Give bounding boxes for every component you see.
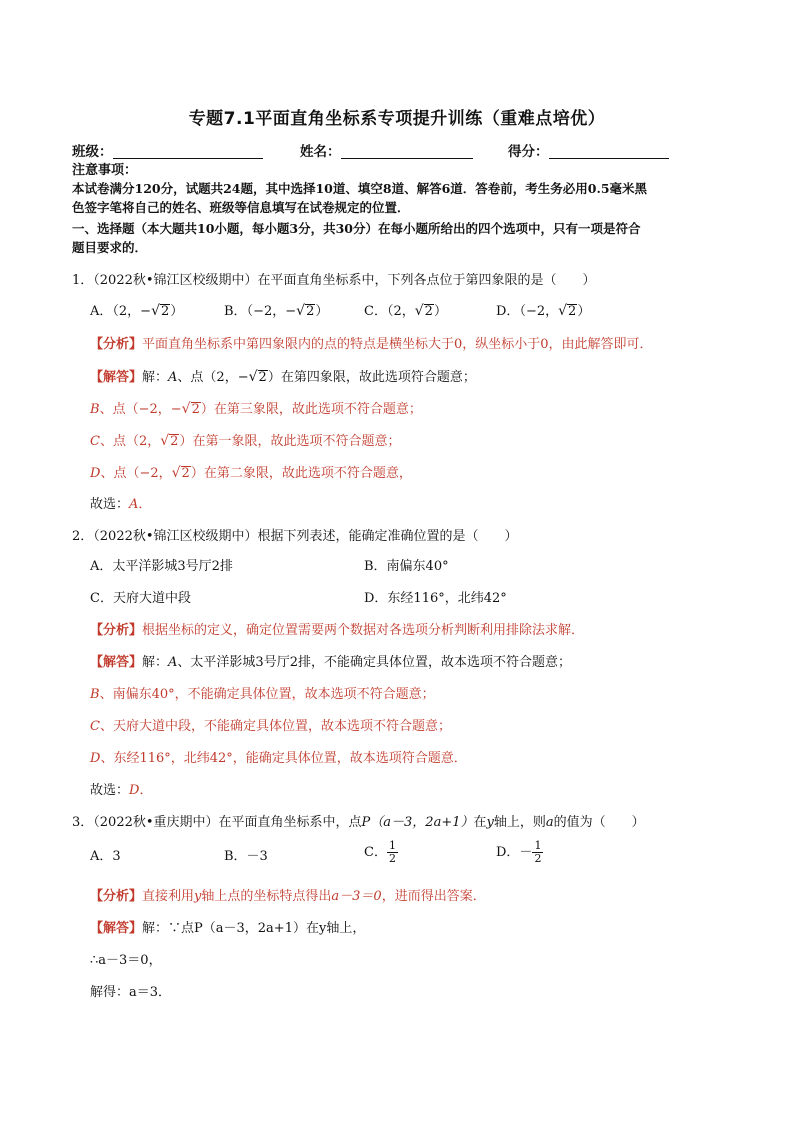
q2-choice: 故选：D． — [90, 783, 153, 798]
q2-option-c[interactable]: C．天府大道中段 — [90, 591, 191, 606]
q1-answer: 【解答】解：A、点（2，−√2）在第四象限，故此选项符合题意； — [90, 369, 476, 385]
name-field — [300, 140, 473, 160]
q2-stem: 2．（2022秋•锦江区校级期中）根据下列表述，能确定准确位置的是（ ） — [72, 529, 518, 544]
q2-answer-d: D、东经116°，北纬42°，能确定具体位置，故本选项符合题意． — [90, 751, 467, 766]
sqrt-icon: √ — [248, 369, 258, 385]
q2-answer: 【解答】解：A、太平洋影城3号厅2排，不能确定具体位置，故本选项不符合题意； — [90, 655, 571, 670]
q1-option-b[interactable]: B．（−2，−√2） — [224, 303, 329, 319]
q3-stem: 3．（2022秋•重庆期中）在平面直角坐标系中，点P（a－3，2a+1）在y轴上，则a的值为（ ） — [72, 815, 645, 830]
q3-answer-line-2: ∴a－3＝0， — [90, 953, 162, 968]
q3-answer: 【解答】解：∵点P（a－3，2a+1）在y轴上， — [90, 921, 366, 936]
sqrt-icon: √ — [296, 303, 306, 319]
notes-line-1: 本试卷满分120分，试题共24题，其中选择10道、填空8道、解答6道．答卷前，考生务必用0.5毫米黑 — [72, 181, 648, 196]
score-field — [508, 140, 669, 160]
class-blank[interactable] — [113, 144, 263, 159]
sqrt-icon: √ — [151, 303, 160, 319]
q3-option-d[interactable]: D．－ $\frac{1}{2}$ — [496, 839, 542, 865]
class-label: 班级： — [72, 144, 113, 160]
q2-option-b[interactable]: B．南偏东40° — [364, 559, 449, 574]
q1-option-d[interactable]: D．（−2，√2） — [496, 303, 591, 319]
q1-choice: 故选：A． — [90, 497, 152, 512]
class-field — [72, 140, 263, 160]
name-label: 姓名： — [300, 144, 341, 160]
name-blank[interactable] — [341, 144, 473, 159]
q2-option-a[interactable]: A．太平洋影城3号厅2排 — [90, 559, 233, 574]
notes-heading: 注意事项： — [72, 163, 138, 178]
q1-analysis: 【分析】平面直角坐标系中第四象限内的点的特点是横坐标大于0，纵坐标小于0，由此解答即可． — [90, 337, 653, 352]
section-heading-1: 一、选择题（本大题共10小题，每小题3分，共30分）在每小题所给出的四个选项中，只有一项是符合 — [72, 221, 641, 236]
q2-answer-c: C、天府大道中段，不能确定具体位置，故本选项不符合题意； — [90, 719, 451, 734]
score-blank[interactable] — [549, 144, 669, 159]
q2-answer-b: B、南偏东40°，不能确定具体位置，故本选项不符合题意； — [90, 687, 435, 702]
q1-answer-b: B、点（−2，−√2）在第三象限，故此选项不符合题意； — [90, 401, 422, 417]
fraction: $\frac{1}{2}$ — [534, 839, 542, 865]
q2-option-d[interactable]: D．东经116°，北纬42° — [364, 591, 507, 606]
q1-stem: 1．（2022秋•锦江区校级期中）在平面直角坐标系中，下列各点位于第四象限的是（ ） — [72, 273, 596, 288]
q3-option-c[interactable]: C． $\frac{1}{2}$ — [364, 839, 396, 865]
q3-option-a[interactable]: A．3 — [90, 849, 121, 864]
sqrt-icon: √ — [414, 303, 424, 319]
sqrt-icon: √ — [171, 465, 181, 481]
sqrt-icon: √ — [181, 401, 191, 417]
fraction: $\frac{1}{2}$ — [388, 839, 396, 865]
score-label: 得分： — [508, 144, 549, 160]
q1-answer-d: D、点（−2，√2）在第二象限，故此选项不符合题意， — [90, 465, 412, 481]
q2-analysis: 【分析】根据坐标的定义，确定位置需要两个数据对各选项分析判断利用排除法求解． — [90, 623, 585, 638]
q1-option-a[interactable]: A．（2，−√2） — [90, 303, 184, 319]
q1-option-c[interactable]: C．（2，√2） — [364, 303, 447, 319]
sqrt-icon: √ — [160, 433, 170, 449]
q1-answer-c: C、点（2，√2）在第一象限，故此选项不符合题意； — [90, 433, 401, 449]
q3-option-b[interactable]: B．－3 — [224, 849, 268, 864]
page-title: 专题7.1平面直角坐标系专项提升训练（重难点培优） — [188, 109, 606, 129]
q3-analysis: 【分析】直接利用y轴上点的坐标特点得出a－3＝0，进而得出答案． — [90, 889, 486, 904]
sqrt-icon: √ — [558, 303, 568, 319]
notes-line-2: 色签字笔将自己的姓名、班级等信息填写在试卷规定的位置． — [72, 200, 410, 215]
section-heading-2: 题目要求的． — [72, 240, 148, 255]
q3-answer-line-3: 解得：a＝3． — [90, 985, 172, 1000]
